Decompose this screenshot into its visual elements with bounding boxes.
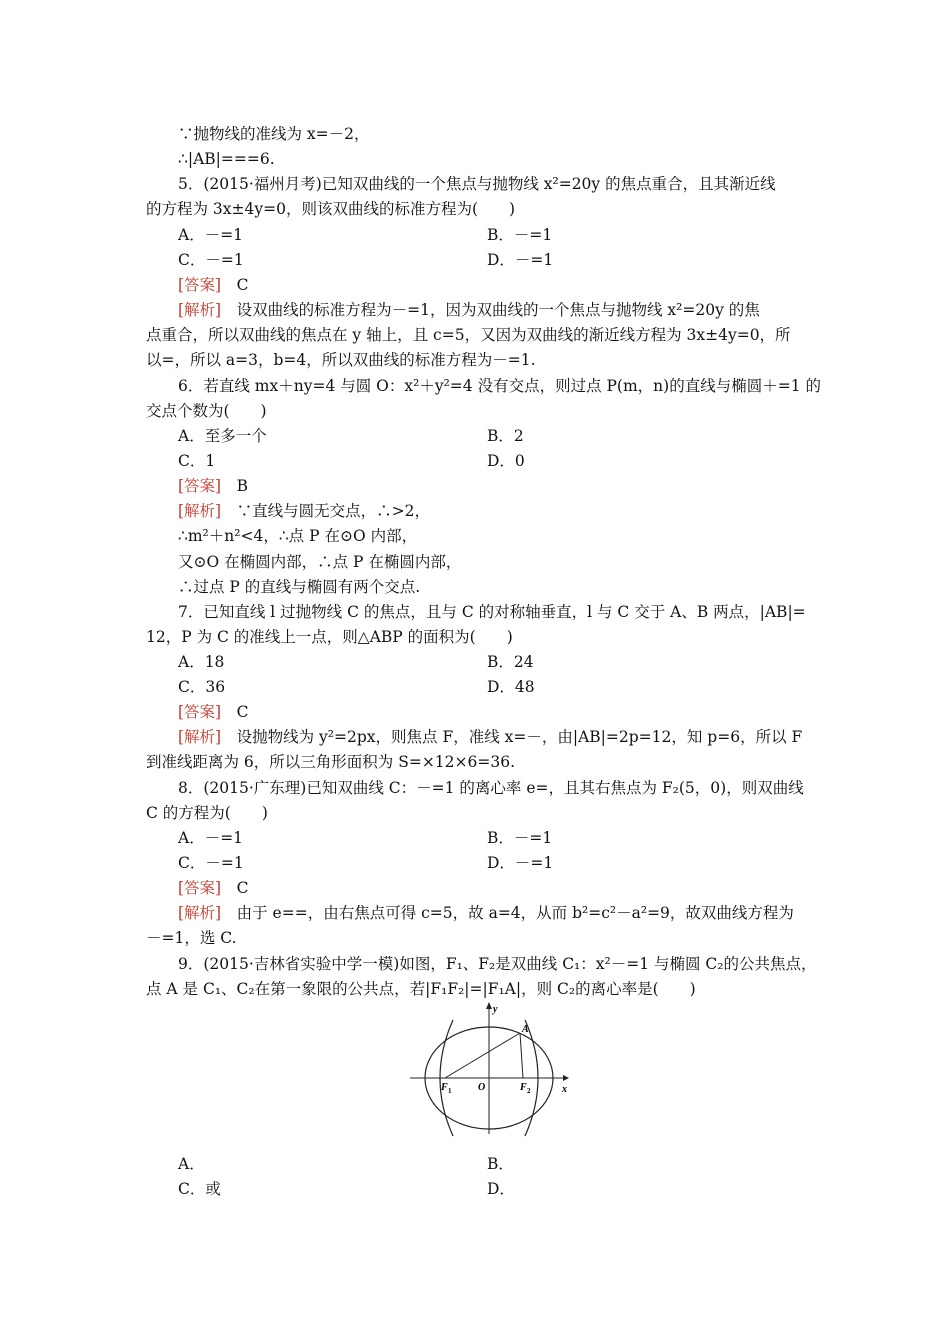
- analysis-tag: [解析]: [178, 301, 222, 319]
- ellipse-hyperbola-figure: [405, 1000, 575, 1140]
- option-b: B．24: [487, 653, 534, 671]
- label-y: y: [493, 1004, 498, 1015]
- question-5-stem: 5．(2015·福州月考)已知双曲线的一个焦点与抛物线 x²=20y 的焦点重合，且其渐近线: [178, 175, 776, 193]
- text-line: －=1，选 C.: [146, 929, 237, 947]
- option-c: C．1: [178, 452, 216, 470]
- text-line: 12，P 为 C 的准线上一点，则△ABP 的面积为( ): [146, 628, 513, 646]
- text-line: C 的方程为( ): [146, 804, 268, 822]
- option-a: A．－=1: [178, 226, 244, 244]
- text-line: 以=，所以 a=3，b=4，所以双曲线的标准方程为－=1.: [146, 351, 536, 369]
- analysis-line: [178, 727, 802, 747]
- option-c: C．36: [178, 678, 226, 696]
- analysis-text: 由于 e==，由右焦点可得 c=5，故 a=4，从而 b²=c²－a²=9，故双曲线方程为: [236, 904, 794, 922]
- option-c: C．－=1: [178, 854, 244, 872]
- question-8-stem: 8．(2015·广东理)已知双曲线 C：－=1 的离心率 e=，且其右焦点为 F₂(5，0)，则双曲线: [178, 779, 804, 797]
- option-b: B．－=1: [487, 226, 553, 244]
- answer-line: [178, 275, 249, 295]
- answer-value: C: [236, 276, 249, 294]
- option-d: D．48: [487, 678, 535, 696]
- answer-tag: [答案]: [178, 879, 222, 897]
- y-axis-arrow: [486, 1002, 492, 1009]
- option-d: D．－=1: [487, 854, 554, 872]
- segment-a-f2: [520, 1033, 523, 1078]
- analysis-text: ∵直线与圆无交点，∴>2，: [236, 502, 430, 520]
- text-line: 点 A 是 C₁、C₂在第一象限的公共点，若|F₁F₂|=|F₁A|，则 C₂的离心率是( ): [146, 980, 696, 998]
- label-f1: F: [441, 1082, 448, 1093]
- answer-value: C: [236, 703, 249, 721]
- x-axis-arrow: [563, 1075, 569, 1081]
- label-x: x: [562, 1084, 567, 1095]
- analysis-line: [178, 300, 760, 320]
- answer-line: [178, 878, 249, 898]
- text-line: 到准线距离为 6，所以三角形面积为 S=×12×6=36.: [146, 753, 516, 771]
- option-d: D．0: [487, 452, 525, 470]
- segment-f1-a: [445, 1033, 520, 1078]
- analysis-line: [178, 501, 430, 521]
- option-a: A．至多一个: [178, 427, 267, 445]
- option-a: A．18: [178, 653, 225, 671]
- option-a: A．: [178, 1155, 205, 1173]
- label-f1-subscript: 1: [448, 1087, 452, 1095]
- option-b: B．: [487, 1155, 514, 1173]
- text-line: 交点个数为( ): [146, 402, 267, 420]
- analysis-tag: [解析]: [178, 904, 222, 922]
- answer-tag: [答案]: [178, 276, 222, 294]
- analysis-text: 设双曲线的标准方程为－=1，因为双曲线的一个焦点与抛物线 x²=20y 的焦: [236, 301, 760, 319]
- text-line: ∴m²＋n²<4，∴点 P 在⊙O 内部，: [178, 527, 418, 545]
- answer-line: [178, 702, 249, 722]
- option-a: A．－=1: [178, 829, 244, 847]
- text-line: ∵抛物线的准线为 x=－2，: [178, 125, 370, 143]
- label-origin: O: [478, 1082, 486, 1093]
- option-b: B．2: [487, 427, 524, 445]
- analysis-line: [178, 903, 794, 923]
- text-line: 又⊙O 在椭圆内部，∴点 P 在椭圆内部，: [178, 553, 462, 571]
- analysis-text: 设抛物线为 y²=2px，则焦点 F，准线 x=－，由|AB|=2p=12，知 p=6，所以 F: [236, 728, 803, 746]
- answer-line: [178, 476, 248, 496]
- answer-value: C: [236, 879, 249, 897]
- analysis-tag: [解析]: [178, 502, 222, 520]
- answer-tag: [答案]: [178, 477, 222, 495]
- answer-tag: [答案]: [178, 703, 222, 721]
- option-c: C．或: [178, 1180, 221, 1198]
- analysis-tag: [解析]: [178, 728, 222, 746]
- label-point-a: A: [522, 1024, 529, 1035]
- option-c: C．－=1: [178, 251, 244, 269]
- option-b: B．－=1: [487, 829, 553, 847]
- question-7-stem: 7．已知直线 l 过抛物线 C 的焦点，且与 C 的对称轴垂直，l 与 C 交于 A、B 两点，|AB|=: [178, 603, 806, 621]
- answer-value: B: [236, 477, 249, 495]
- text-line: 的方程为 3x±4y=0，则该双曲线的标准方程为( ): [146, 200, 516, 218]
- label-f2-subscript: 2: [527, 1087, 531, 1095]
- text-line: 点重合，所以双曲线的焦点在 y 轴上，且 c=5，又因为双曲线的渐近线方程为 3x±4y=0，所: [146, 326, 791, 344]
- question-9-stem: 9．(2015·吉林省实验中学一模)如图，F₁、F₂是双曲线 C₁：x²－=1 与椭圆 C₂的公共焦点，: [178, 955, 817, 973]
- option-d: D．－=1: [487, 251, 554, 269]
- text-line: ∴过点 P 的直线与椭圆有两个交点.: [178, 578, 421, 596]
- text-line: ∴|AB|===6.: [178, 150, 275, 168]
- label-f2: F: [520, 1082, 527, 1093]
- option-d: D．: [487, 1180, 515, 1198]
- question-6-stem: 6．若直线 mx＋ny=4 与圆 O：x²＋y²=4 没有交点，则过点 P(m，n)的直线与椭圆＋=1 的: [178, 377, 821, 395]
